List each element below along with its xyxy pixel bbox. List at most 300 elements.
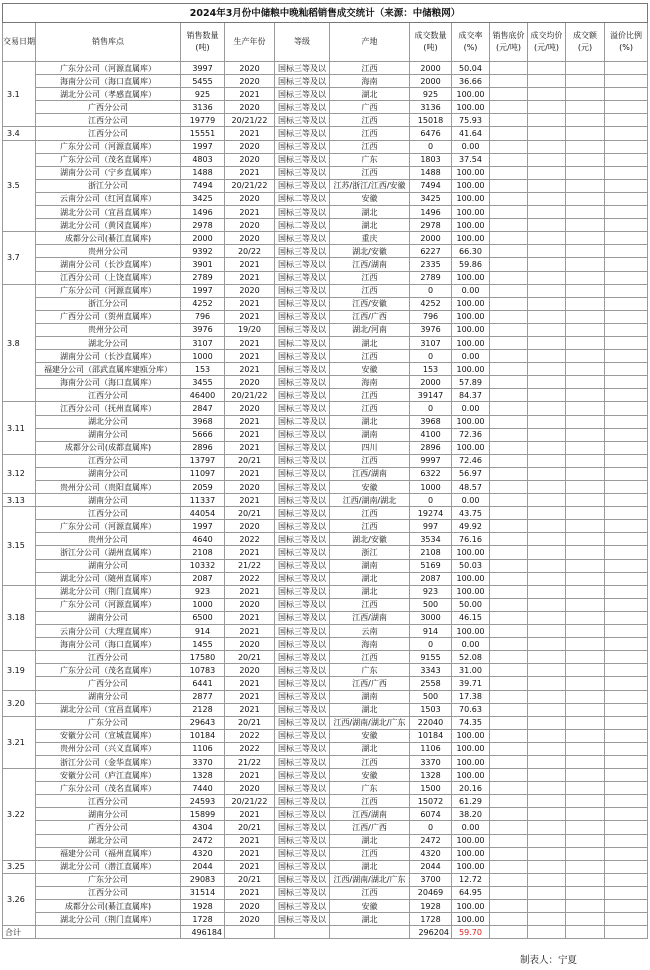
floor-price-cell [490,245,528,258]
grade-cell: 国标三等及以 [275,546,330,559]
table-row [3,755,648,768]
deal-rate-cell: 49.92 [452,520,490,533]
grade-cell: 国标三等及以 [275,690,330,703]
premium-cell [605,114,648,127]
table-row [3,206,648,219]
table-row [3,114,648,127]
trade-date-cell: 3.12 [3,454,36,493]
floor-price-cell [490,494,528,507]
deal-qty-cell: 0 [410,284,452,297]
origin-cell: 安徽 [330,729,410,742]
avg-price-cell [528,127,566,140]
avg-price-cell [528,598,566,611]
sale-qty-cell: 1997 [181,140,225,153]
depot-cell: 湖北分公司（宜昌直属库） [36,703,181,716]
origin-cell: 江西 [330,284,410,297]
premium-cell [605,454,648,467]
premium-cell [605,834,648,847]
header-floor-price: 销售底价(元/吨) [490,23,528,62]
empty-cell [528,926,566,939]
amount-cell [566,88,605,101]
grade-cell: 国标三等及以 [275,847,330,860]
origin-cell: 湖南 [330,559,410,572]
sale-qty-cell: 2789 [181,271,225,284]
floor-price-cell [490,153,528,166]
floor-price-cell [490,88,528,101]
premium-cell [605,402,648,415]
sale-qty-cell: 1000 [181,350,225,363]
grade-cell: 国标三等及以 [275,88,330,101]
amount-cell [566,402,605,415]
grade-cell: 国标三等及以 [275,729,330,742]
floor-price-cell [490,481,528,494]
deal-qty-cell: 1503 [410,703,452,716]
trade-date-cell: 3.26 [3,873,36,925]
year-cell: 2020 [225,638,275,651]
year-cell: 2021 [225,127,275,140]
avg-price-cell [528,507,566,520]
avg-price-cell [528,428,566,441]
amount-cell [566,389,605,402]
origin-cell: 湖南 [330,428,410,441]
origin-cell: 江西 [330,847,410,860]
year-cell: 2021 [225,88,275,101]
amount-cell [566,886,605,899]
premium-cell [605,363,648,376]
year-cell: 2020 [225,101,275,114]
sale-qty-cell: 2108 [181,546,225,559]
amount-cell [566,546,605,559]
floor-price-cell [490,363,528,376]
table-row [3,716,648,729]
depot-cell: 成都分公司(綦江直属库) [36,232,181,245]
sale-qty-cell: 3370 [181,755,225,768]
amount-cell [566,729,605,742]
grade-cell: 国标三等及以 [275,114,330,127]
grade-cell: 国标三等及以 [275,363,330,376]
deal-rate-cell: 74.35 [452,716,490,729]
sale-qty-cell: 29643 [181,716,225,729]
depot-cell: 江西分公司 [36,454,181,467]
amount-cell [566,454,605,467]
grade-cell: 国标三等及以 [275,481,330,494]
depot-cell: 湖南分公司 [36,690,181,703]
floor-price-cell [490,232,528,245]
deal-rate-cell: 100.00 [452,729,490,742]
table-row [3,860,648,873]
origin-cell: 云南 [330,625,410,638]
floor-price-cell [490,389,528,402]
avg-price-cell [528,467,566,480]
deal-rate-cell: 100.00 [452,323,490,336]
grade-cell: 国标三等及以 [275,245,330,258]
origin-cell: 江西 [330,114,410,127]
deal-qty-cell: 3976 [410,323,452,336]
floor-price-cell [490,258,528,271]
year-cell: 20/21 [225,507,275,520]
year-cell: 20/21 [225,454,275,467]
grade-cell: 国标三等及以 [275,284,330,297]
sale-qty-cell: 17580 [181,651,225,664]
avg-price-cell [528,808,566,821]
grade-cell: 国标三等及以 [275,166,330,179]
year-cell: 2020 [225,481,275,494]
deal-qty-cell: 2558 [410,677,452,690]
deal-rate-cell: 59.86 [452,258,490,271]
deal-qty-cell: 1803 [410,153,452,166]
empty-cell [330,926,410,939]
deal-rate-cell: 0.00 [452,284,490,297]
sale-qty-cell: 4640 [181,533,225,546]
premium-cell [605,494,648,507]
premium-cell [605,179,648,192]
premium-cell [605,297,648,310]
depot-cell: 湖南分公司 [36,808,181,821]
floor-price-cell [490,860,528,873]
grade-cell: 国标三等及以 [275,179,330,192]
sale-qty-cell: 15899 [181,808,225,821]
table-row [3,520,648,533]
floor-price-cell [490,310,528,323]
avg-price-cell [528,729,566,742]
floor-price-cell [490,913,528,926]
year-cell: 2020 [225,284,275,297]
depot-cell: 广东分公司（河源直属库） [36,598,181,611]
deal-qty-cell: 2789 [410,271,452,284]
sale-qty-cell: 2877 [181,690,225,703]
deal-qty-cell: 3000 [410,611,452,624]
year-cell: 2021 [225,677,275,690]
deal-qty-cell: 3136 [410,101,452,114]
sale-qty-cell: 29083 [181,873,225,886]
floor-price-cell [490,755,528,768]
table-row [3,454,648,467]
origin-cell: 江西/湖南 [330,611,410,624]
grade-cell: 国标三等及以 [275,140,330,153]
deal-qty-cell: 5169 [410,559,452,572]
year-cell: 2020 [225,782,275,795]
grade-cell: 国标三等及以 [275,127,330,140]
avg-price-cell [528,782,566,795]
sale-qty-cell: 31514 [181,886,225,899]
year-cell: 2022 [225,729,275,742]
table-row [3,219,648,232]
table-row [3,703,648,716]
year-cell: 2020 [225,232,275,245]
year-cell: 2021 [225,441,275,454]
deal-rate-cell: 48.57 [452,481,490,494]
floor-price-cell [490,795,528,808]
depot-cell: 贵州分公司（贵阳直属库） [36,481,181,494]
grade-cell: 国标二等及以 [275,192,330,205]
premium-cell [605,507,648,520]
amount-cell [566,572,605,585]
origin-cell: 江西/广西 [330,310,410,323]
year-cell: 2021 [225,166,275,179]
deal-qty-cell: 3370 [410,755,452,768]
origin-cell: 江西 [330,651,410,664]
floor-price-cell [490,716,528,729]
depot-cell: 海南分公司（海口直属库） [36,376,181,389]
table-row [3,834,648,847]
avg-price-cell [528,232,566,245]
premium-cell [605,75,648,88]
premium-cell [605,258,648,271]
deal-qty-cell: 2000 [410,62,452,75]
premium-cell [605,795,648,808]
origin-cell: 江苏/浙江/江西/安徽 [330,179,410,192]
origin-cell: 湖南 [330,690,410,703]
table-title: 2024年3月份中储粮中晚籼稻销售成交统计（来源：中储粮网） [3,4,648,23]
depot-cell: 浙江分公司 [36,179,181,192]
avg-price-cell [528,742,566,755]
year-cell: 20/21/22 [225,795,275,808]
empty-cell [36,926,181,939]
grade-cell: 国标三等及以 [275,376,330,389]
avg-price-cell [528,219,566,232]
floor-price-cell [490,729,528,742]
avg-price-cell [528,533,566,546]
trade-date-cell: 3.1 [3,62,36,127]
deal-rate-cell: 20.16 [452,782,490,795]
premium-cell [605,598,648,611]
trade-date-cell: 3.4 [3,127,36,140]
avg-price-cell [528,415,566,428]
sale-qty-cell: 2472 [181,834,225,847]
sale-qty-cell: 1496 [181,206,225,219]
premium-cell [605,232,648,245]
premium-cell [605,638,648,651]
premium-cell [605,690,648,703]
premium-cell [605,271,648,284]
floor-price-cell [490,454,528,467]
table-row [3,192,648,205]
floor-price-cell [490,75,528,88]
deal-rate-cell: 100.00 [452,585,490,598]
deal-qty-cell: 10184 [410,729,452,742]
amount-cell [566,651,605,664]
premium-cell [605,428,648,441]
depot-cell: 广东分公司（茂名直属库） [36,782,181,795]
deal-rate-cell: 100.00 [452,769,490,782]
sale-qty-cell: 2896 [181,441,225,454]
depot-cell: 成都分公司(綦江直属库) [36,900,181,913]
premium-cell [605,467,648,480]
deal-rate-cell: 50.00 [452,598,490,611]
grade-cell: 国标三等及以 [275,572,330,585]
amount-cell [566,507,605,520]
table-row [3,742,648,755]
deal-qty-cell: 15072 [410,795,452,808]
amount-cell [566,900,605,913]
sale-qty-cell: 7494 [181,179,225,192]
year-cell: 20/21/22 [225,389,275,402]
avg-price-cell [528,847,566,860]
deal-qty-cell: 914 [410,625,452,638]
floor-price-cell [490,808,528,821]
deal-qty-cell: 2896 [410,441,452,454]
premium-cell [605,625,648,638]
grade-cell: 国标三等及以 [275,559,330,572]
deal-qty-cell: 0 [410,402,452,415]
sale-qty-cell: 19779 [181,114,225,127]
deal-qty-cell: 1500 [410,782,452,795]
table-row [3,389,648,402]
premium-cell [605,323,648,336]
grade-cell: 国标三等及以 [275,611,330,624]
depot-cell: 贵州分公司 [36,245,181,258]
origin-cell: 湖北/安徽 [330,245,410,258]
depot-cell: 广东分公司（茂名直属库） [36,153,181,166]
depot-cell: 广东分公司（河源直属库） [36,62,181,75]
avg-price-cell [528,271,566,284]
premium-cell [605,153,648,166]
floor-price-cell [490,559,528,572]
avg-price-cell [528,114,566,127]
deal-qty-cell: 0 [410,821,452,834]
depot-cell: 湖南分公司（宁乡直属库） [36,166,181,179]
empty-cell [605,926,648,939]
deal-rate-cell: 0.00 [452,821,490,834]
sale-qty-cell: 1488 [181,166,225,179]
depot-cell: 贵州分公司 [36,533,181,546]
table-row [3,481,648,494]
floor-price-cell [490,886,528,899]
origin-cell: 广西 [330,101,410,114]
sale-qty-cell: 10184 [181,729,225,742]
year-cell: 20/21 [225,651,275,664]
depot-cell: 浙江分公司 [36,297,181,310]
sale-qty-cell: 3901 [181,258,225,271]
amount-cell [566,664,605,677]
table-row [3,795,648,808]
amount-cell [566,75,605,88]
header-date: 交易日期 [3,23,36,62]
trade-date-cell: 3.15 [3,507,36,586]
deal-qty-cell: 3700 [410,873,452,886]
origin-cell: 安徽 [330,192,410,205]
origin-cell: 湖北 [330,219,410,232]
year-cell: 21/22 [225,559,275,572]
premium-cell [605,546,648,559]
sale-qty-cell: 2087 [181,572,225,585]
floor-price-cell [490,415,528,428]
avg-price-cell [528,913,566,926]
avg-price-cell [528,179,566,192]
table-row [3,572,648,585]
header-deal-rate: 成交率(%) [452,23,490,62]
avg-price-cell [528,690,566,703]
origin-cell: 江西 [330,520,410,533]
amount-cell [566,520,605,533]
table-row [3,258,648,271]
avg-price-cell [528,585,566,598]
sale-qty-cell: 13797 [181,454,225,467]
premium-cell [605,219,648,232]
amount-cell [566,677,605,690]
deal-qty-cell: 2000 [410,75,452,88]
depot-cell: 广西分公司（贺州直属库） [36,310,181,323]
table-row [3,782,648,795]
year-cell: 20/21/22 [225,179,275,192]
depot-cell: 湖南分公司（长沙直属库） [36,350,181,363]
amount-cell [566,310,605,323]
sale-qty-cell: 4304 [181,821,225,834]
origin-cell: 广东 [330,664,410,677]
depot-cell: 湖南分公司 [36,559,181,572]
depot-cell: 福建分公司（邵武直属库建瓯分库） [36,363,181,376]
deal-rate-cell: 100.00 [452,742,490,755]
table-row [3,245,648,258]
floor-price-cell [490,742,528,755]
floor-price-cell [490,638,528,651]
amount-cell [566,860,605,873]
amount-cell [566,219,605,232]
year-cell: 2021 [225,310,275,323]
deal-rate-cell: 100.00 [452,860,490,873]
table-row [3,729,648,742]
sale-qty-cell: 1928 [181,900,225,913]
amount-cell [566,585,605,598]
avg-price-cell [528,900,566,913]
table-row [3,900,648,913]
deal-rate-cell: 50.04 [452,62,490,75]
deal-qty-cell: 4320 [410,847,452,860]
sale-qty-cell: 10332 [181,559,225,572]
origin-cell: 江西 [330,507,410,520]
floor-price-cell [490,651,528,664]
depot-cell: 湖北分公司（随州直属库） [36,572,181,585]
deal-rate-cell: 66.30 [452,245,490,258]
deal-rate-cell: 100.00 [452,913,490,926]
premium-cell [605,127,648,140]
deal-rate-cell: 100.00 [452,219,490,232]
depot-cell: 广东分公司 [36,716,181,729]
amount-cell [566,153,605,166]
grade-cell: 国标三等及以 [275,258,330,271]
origin-cell: 江西 [330,389,410,402]
table-maker: 制表人：宁夏 [520,955,578,966]
grade-cell: 国标三等及以 [275,716,330,729]
premium-cell [605,140,648,153]
table-row [3,428,648,441]
origin-cell: 江西/湖南 [330,258,410,271]
origin-cell: 湖北 [330,860,410,873]
deal-qty-cell: 39147 [410,389,452,402]
origin-cell: 江西 [330,140,410,153]
table-row [3,127,648,140]
amount-cell [566,376,605,389]
floor-price-cell [490,677,528,690]
floor-price-cell [490,703,528,716]
premium-cell [605,847,648,860]
sale-qty-cell: 3997 [181,62,225,75]
deal-rate-cell: 57.89 [452,376,490,389]
deal-rate-cell: 76.16 [452,533,490,546]
table-row [3,310,648,323]
grade-cell: 国标三等及以 [275,873,330,886]
origin-cell: 湖北 [330,88,410,101]
premium-cell [605,166,648,179]
grade-cell: 国标三等及以 [275,808,330,821]
deal-qty-cell: 2000 [410,376,452,389]
total-deal-qty: 296204 [410,926,452,939]
year-cell: 2020 [225,153,275,166]
floor-price-cell [490,533,528,546]
year-cell: 2021 [225,808,275,821]
depot-cell: 广西分公司 [36,677,181,690]
empty-cell [225,926,275,939]
